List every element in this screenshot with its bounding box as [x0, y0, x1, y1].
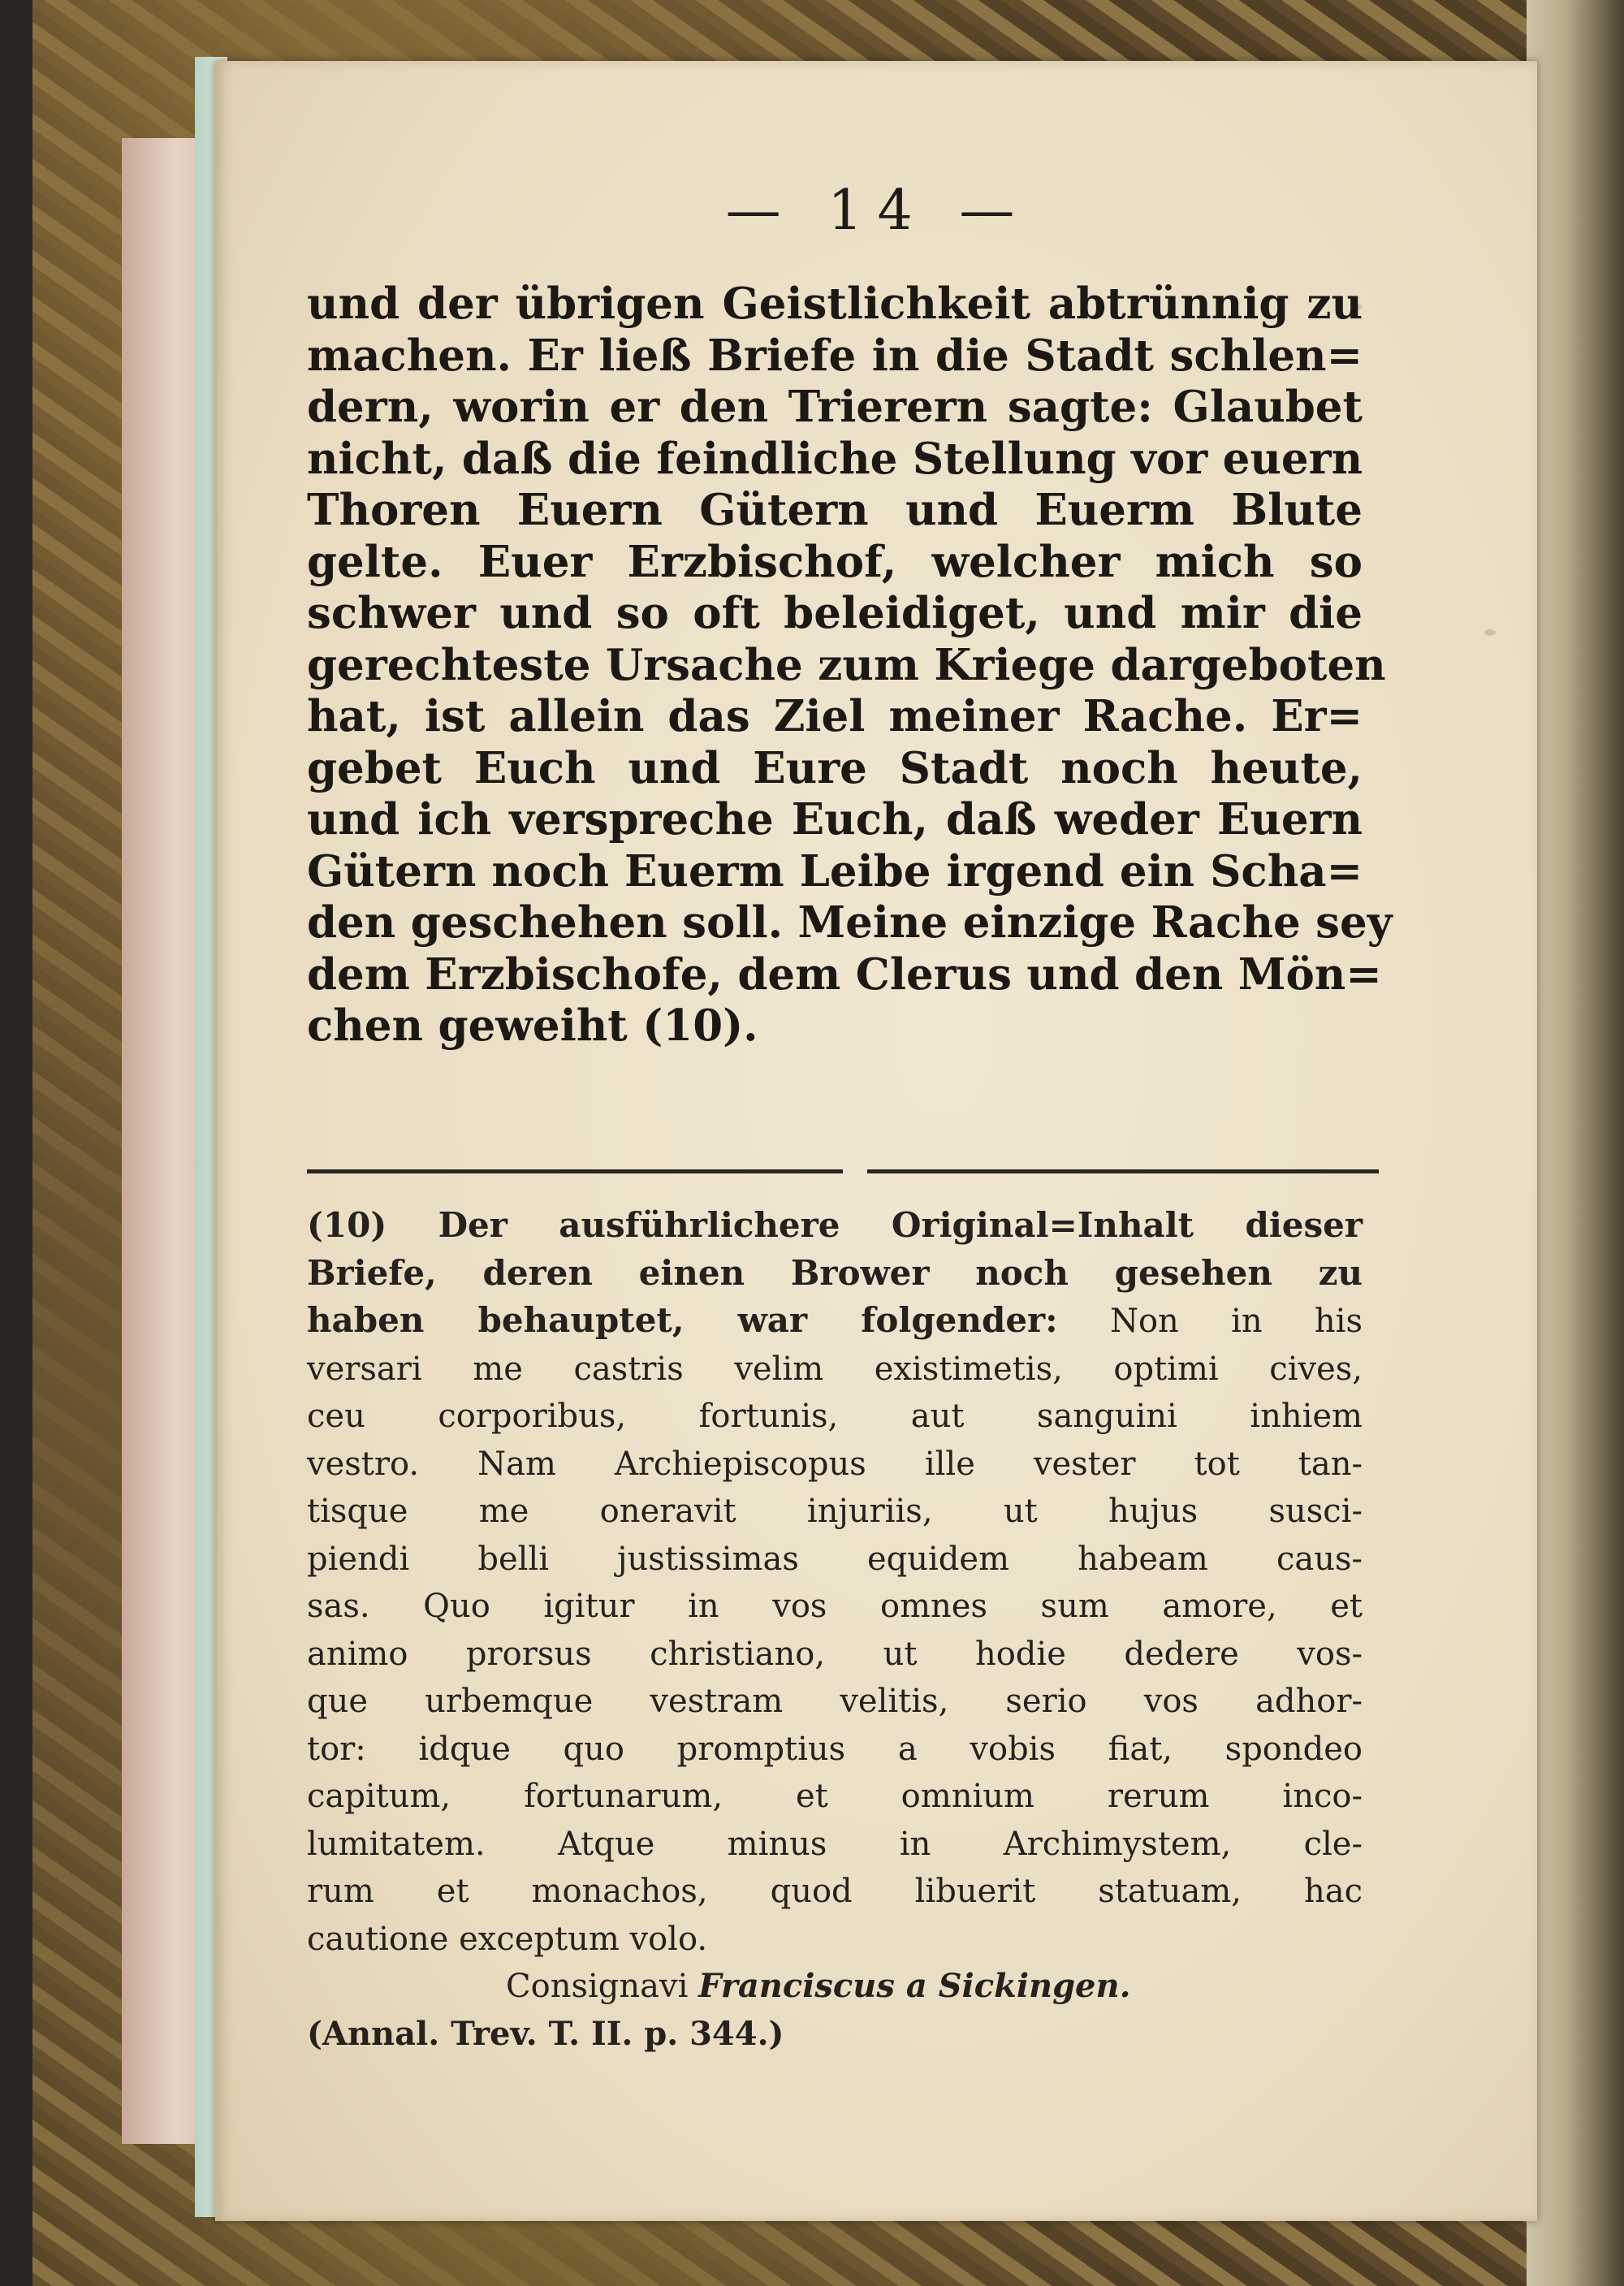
body-line: hat, ist allein das Ziel meiner Rache. Er= — [307, 691, 1363, 741]
body-line: gebet Euch und Eure Stadt noch heute, — [307, 742, 1363, 793]
footnote-german-part: haben behauptet, war folgender: — [307, 1300, 1058, 1340]
body-line: Thoren Euern Gütern und Euerm Blute — [307, 485, 1363, 535]
body-line: chen geweiht (10). — [307, 1000, 758, 1051]
footnote-divider-left — [307, 1169, 843, 1173]
footnote-line: ceu corporibus, fortunis, aut sanguini inhiem — [307, 1398, 1363, 1435]
body-line: den geschehen soll. Meine einzige Rache sey — [307, 897, 1393, 948]
footnote-signature — [307, 1963, 1363, 2011]
body-line: und ich verspreche Euch, daß weder Euern — [307, 794, 1363, 845]
footnote-line: vestro. Nam Archiepiscopus ille vester tot tan- — [307, 1445, 1363, 1483]
signature-prefix: Consignavi — [506, 1968, 689, 2005]
book-page — [215, 61, 1537, 2221]
body-line: schwer und so oft beleidiget, und mir die — [307, 588, 1363, 638]
footnote-line: que urbemque vestram velitis, serio vos adhor- — [307, 1683, 1363, 1720]
signature-name: Franciscus a Sickingen. — [698, 1967, 1131, 2005]
footnote-line: cautione exceptum volo. — [307, 1920, 708, 1958]
footnote-line: tor: idque quo promptius a vobis fiat, spondeo — [307, 1730, 1363, 1768]
body-line: dem Erzbischofe, dem Clerus und den Mön= — [307, 949, 1382, 1000]
footnote — [307, 1202, 1363, 2058]
footnote-line: lumitatem. Atque minus in Archimystem, cle- — [307, 1825, 1363, 1863]
page-number: — 14 — — [725, 179, 1030, 243]
footnote-line: capitum, fortunarum, et omnium rerum inco- — [307, 1778, 1363, 1815]
body-line: und der übrigen Geistlichkeit abtrünnig zu — [307, 279, 1363, 329]
footnote-divider-right — [867, 1169, 1379, 1173]
body-line: nicht, daß die feindliche Stellung vor euern — [307, 433, 1363, 484]
body-line: dern, worin er den Trierern sagte: Glaubet — [307, 382, 1363, 432]
footnote-line: versari me castris velim existimetis, optimi cives, — [307, 1350, 1363, 1388]
body-line: gerechteste Ursache zum Kriege dargeboten — [307, 639, 1386, 690]
footnote-line: rum et monachos, quod libuerit statuam, hac — [307, 1873, 1363, 1910]
body-text — [307, 279, 1393, 1052]
body-line: machen. Er ließ Briefe in die Stadt schlen= — [307, 330, 1363, 381]
facing-page-edge — [1527, 0, 1624, 2286]
footnote-line: tisque me oneravit injuriis, ut hujus susci- — [307, 1493, 1363, 1530]
footnote-line: sas. Quo igitur in vos omnes sum amore, et — [307, 1588, 1363, 1625]
footnote-line: Briefe, deren einen Brower noch gesehen zu — [307, 1252, 1363, 1293]
footnote-line: piendi belli justissimas equidem habeam caus- — [307, 1540, 1363, 1578]
body-line: gelte. Euer Erzbischof, welcher mich so — [307, 536, 1363, 587]
body-line: Gütern noch Euerm Leibe irgend ein Scha= — [307, 845, 1363, 897]
footnote-line: (10) Der ausführlichere Original=Inhalt dieser — [307, 1205, 1363, 1245]
footnote-line — [307, 1297, 1363, 1346]
footnote-latin-part: Non in his — [1109, 1303, 1363, 1340]
footnote-citation: (Annal. Trev. T. II. p. 344.) — [307, 2014, 784, 2053]
footnote-line: animo prorsus christiano, ut hodie dedere vos- — [307, 1635, 1363, 1673]
